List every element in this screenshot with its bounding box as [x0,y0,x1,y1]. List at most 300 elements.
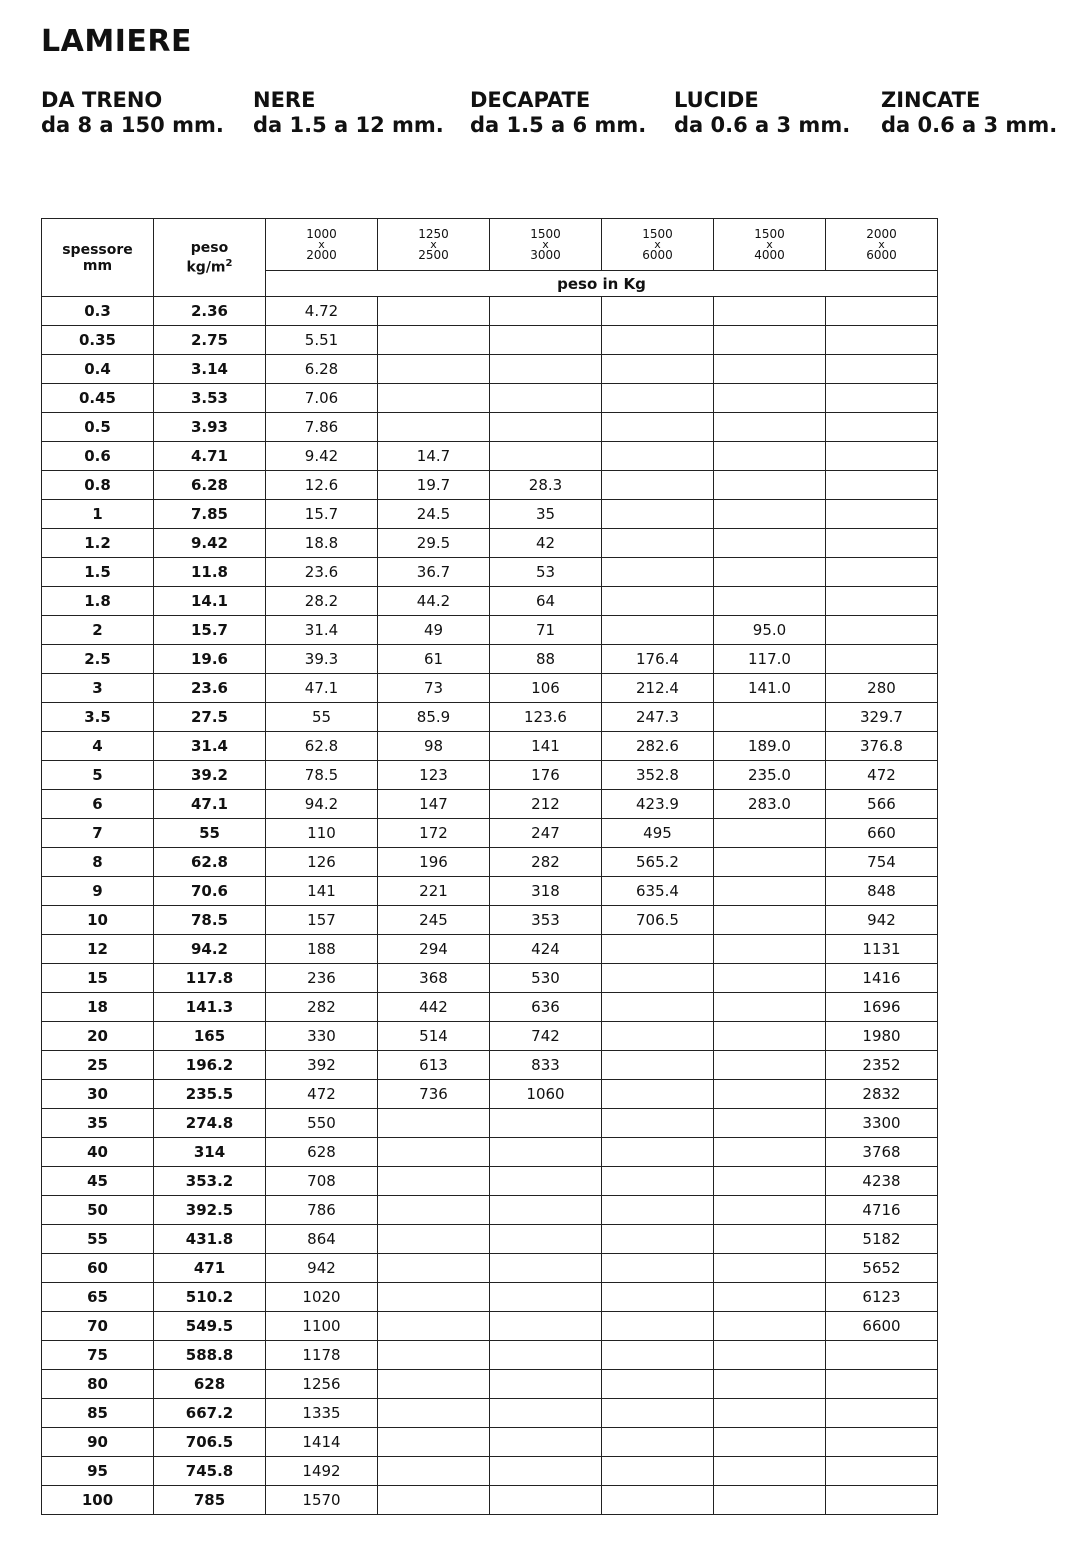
cell-weight-kg: 1178 [266,1341,378,1370]
cell-weight-kg: 660 [826,819,938,848]
category-da-treno [41,88,224,138]
table-row [42,703,938,732]
cell-weight-kg [714,1457,826,1486]
cell-peso-kgm2: 14.1 [154,587,266,616]
cell-weight-kg [714,1370,826,1399]
cell-weight-kg [602,326,714,355]
cell-weight-kg: 786 [266,1196,378,1225]
cell-spessore: 90 [42,1428,154,1457]
cell-weight-kg [490,326,602,355]
cell-weight-kg [378,413,490,442]
cell-spessore: 18 [42,993,154,1022]
cell-spessore: 7 [42,819,154,848]
cell-spessore: 75 [42,1341,154,1370]
cell-weight-kg: 36.7 [378,558,490,587]
cell-weight-kg [602,1457,714,1486]
cell-weight-kg: 14.7 [378,442,490,471]
cell-weight-kg [826,645,938,674]
cell-spessore: 30 [42,1080,154,1109]
cell-weight-kg: 329.7 [826,703,938,732]
cell-peso-kgm2: 19.6 [154,645,266,674]
cell-weight-kg [490,1254,602,1283]
cell-weight-kg: 88 [490,645,602,674]
table-row [42,529,938,558]
cell-weight-kg: 635.4 [602,877,714,906]
table-row [42,964,938,993]
cell-weight-kg: 942 [266,1254,378,1283]
cell-weight-kg: 1492 [266,1457,378,1486]
cell-weight-kg: 4238 [826,1167,938,1196]
cell-weight-kg: 352.8 [602,761,714,790]
cell-peso-kgm2: 9.42 [154,529,266,558]
cell-weight-kg: 442 [378,993,490,1022]
cell-weight-kg: 1570 [266,1486,378,1515]
cell-peso-kgm2: 706.5 [154,1428,266,1457]
cell-weight-kg: 754 [826,848,938,877]
cell-peso-kgm2: 94.2 [154,935,266,964]
cell-spessore: 3 [42,674,154,703]
cell-peso-kgm2: 235.5 [154,1080,266,1109]
cell-weight-kg [490,442,602,471]
table-row [42,906,938,935]
cell-weight-kg [826,1457,938,1486]
table-row [42,587,938,616]
cell-weight-kg [378,1225,490,1254]
category-range: da 1.5 a 12 mm. [253,113,444,137]
cell-spessore: 1 [42,500,154,529]
cell-peso-kgm2: 628 [154,1370,266,1399]
cell-weight-kg: 1414 [266,1428,378,1457]
cell-spessore: 3.5 [42,703,154,732]
cell-weight-kg [602,1225,714,1254]
cell-weight-kg: 330 [266,1022,378,1051]
cell-weight-kg: 188 [266,935,378,964]
cell-weight-kg [714,1138,826,1167]
table-row [42,1283,938,1312]
cell-spessore: 70 [42,1312,154,1341]
category-decapate [470,88,646,138]
cell-peso-kgm2: 27.5 [154,703,266,732]
table-row [42,384,938,413]
cell-weight-kg [378,1312,490,1341]
table-row [42,1457,938,1486]
cell-peso-kgm2: 667.2 [154,1399,266,1428]
cell-weight-kg [714,1051,826,1080]
cell-weight-kg: 53 [490,558,602,587]
cell-weight-kg: 495 [602,819,714,848]
cell-weight-kg: 5182 [826,1225,938,1254]
cell-weight-kg [490,1457,602,1486]
cell-peso-kgm2: 39.2 [154,761,266,790]
cell-weight-kg: 221 [378,877,490,906]
cell-weight-kg [378,1196,490,1225]
header-peso-label: peso [190,239,229,256]
cell-weight-kg [714,1399,826,1428]
cell-weight-kg: 47.1 [266,674,378,703]
cell-peso-kgm2: 7.85 [154,500,266,529]
table-row [42,935,938,964]
cell-weight-kg: 566 [826,790,938,819]
cell-weight-kg: 62.8 [266,732,378,761]
cell-weight-kg [714,993,826,1022]
cell-weight-kg [714,355,826,384]
header-size-2: 1250 x 2500 [378,219,490,271]
cell-weight-kg [378,326,490,355]
table-row [42,442,938,471]
cell-spessore: 4 [42,732,154,761]
cell-weight-kg: 39.3 [266,645,378,674]
cell-spessore: 0.6 [42,442,154,471]
cell-weight-kg: 4.72 [266,297,378,326]
cell-weight-kg [602,1486,714,1515]
cell-spessore: 2.5 [42,645,154,674]
cell-weight-kg [826,558,938,587]
cell-weight-kg: 212.4 [602,674,714,703]
cell-weight-kg [826,297,938,326]
table-row [42,848,938,877]
cell-weight-kg [714,1428,826,1457]
cell-weight-kg [602,1196,714,1225]
cell-weight-kg: 64 [490,587,602,616]
cell-spessore: 9 [42,877,154,906]
cell-weight-kg: 117.0 [714,645,826,674]
cell-peso-kgm2: 15.7 [154,616,266,645]
cell-weight-kg [602,1341,714,1370]
cell-weight-kg: 283.0 [714,790,826,819]
cell-weight-kg [602,558,714,587]
cell-peso-kgm2: 392.5 [154,1196,266,1225]
table-row [42,1225,938,1254]
cell-spessore: 85 [42,1399,154,1428]
cell-weight-kg: 1980 [826,1022,938,1051]
cell-weight-kg: 12.6 [266,471,378,500]
cell-peso-kgm2: 549.5 [154,1312,266,1341]
cell-weight-kg: 1131 [826,935,938,964]
cell-weight-kg: 23.6 [266,558,378,587]
cell-weight-kg: 628 [266,1138,378,1167]
cell-weight-kg [714,442,826,471]
cell-weight-kg [714,1080,826,1109]
cell-weight-kg: 123.6 [490,703,602,732]
cell-weight-kg [714,1022,826,1051]
cell-spessore: 60 [42,1254,154,1283]
cell-peso-kgm2: 3.53 [154,384,266,413]
cell-weight-kg: 6600 [826,1312,938,1341]
cell-weight-kg: 95.0 [714,616,826,645]
cell-weight-kg: 61 [378,645,490,674]
cell-weight-kg [490,1341,602,1370]
cell-weight-kg [602,442,714,471]
cell-weight-kg: 833 [490,1051,602,1080]
cell-weight-kg [826,413,938,442]
cell-weight-kg: 141 [490,732,602,761]
cell-weight-kg: 636 [490,993,602,1022]
cell-peso-kgm2: 588.8 [154,1341,266,1370]
cell-weight-kg: 78.5 [266,761,378,790]
cell-peso-kgm2: 785 [154,1486,266,1515]
table-row [42,1399,938,1428]
table-row [42,993,938,1022]
category-name: DECAPATE [470,88,591,112]
cell-weight-kg [714,558,826,587]
cell-weight-kg [490,1370,602,1399]
cell-weight-kg: 176.4 [602,645,714,674]
cell-weight-kg [714,935,826,964]
table-row [42,1486,938,1515]
cell-weight-kg: 35 [490,500,602,529]
cell-spessore: 35 [42,1109,154,1138]
cell-weight-kg: 514 [378,1022,490,1051]
cell-weight-kg [714,1225,826,1254]
cell-weight-kg [714,529,826,558]
cell-weight-kg [826,587,938,616]
cell-weight-kg [602,935,714,964]
cell-weight-kg: 424 [490,935,602,964]
cell-weight-kg: 368 [378,964,490,993]
cell-weight-kg [490,384,602,413]
cell-weight-kg [826,442,938,471]
cell-weight-kg: 85.9 [378,703,490,732]
table-row [42,732,938,761]
cell-spessore: 1.5 [42,558,154,587]
cell-weight-kg [714,703,826,732]
cell-weight-kg: 189.0 [714,732,826,761]
cell-weight-kg: 736 [378,1080,490,1109]
cell-weight-kg [602,500,714,529]
cell-weight-kg [714,413,826,442]
table-row [42,1196,938,1225]
cell-weight-kg [378,1370,490,1399]
cell-weight-kg [714,1486,826,1515]
cell-weight-kg: 15.7 [266,500,378,529]
cell-weight-kg: 24.5 [378,500,490,529]
cell-weight-kg [602,1399,714,1428]
cell-weight-kg [714,906,826,935]
cell-peso-kgm2: 165 [154,1022,266,1051]
category-zincate [881,88,1057,138]
cell-weight-kg: 1060 [490,1080,602,1109]
cell-weight-kg: 1100 [266,1312,378,1341]
cell-spessore: 20 [42,1022,154,1051]
table-row [42,471,938,500]
cell-spessore: 10 [42,906,154,935]
cell-weight-kg [602,1167,714,1196]
header-size-1: 1000 x 2000 [266,219,378,271]
table-row [42,761,938,790]
cell-weight-kg: 212 [490,790,602,819]
cell-peso-kgm2: 2.36 [154,297,266,326]
cell-peso-kgm2: 70.6 [154,877,266,906]
table-row [42,616,938,645]
cell-spessore: 0.3 [42,297,154,326]
cell-peso-kgm2: 3.14 [154,355,266,384]
category-nere [253,88,444,138]
cell-spessore: 0.8 [42,471,154,500]
cell-weight-kg [378,1486,490,1515]
header-spessore-label: spessore [62,241,133,258]
cell-weight-kg: 141 [266,877,378,906]
cell-weight-kg: 247.3 [602,703,714,732]
cell-weight-kg [602,1080,714,1109]
category-name: ZINCATE [881,88,981,112]
cell-weight-kg [378,1457,490,1486]
cell-weight-kg: 141.0 [714,674,826,703]
cell-weight-kg: 172 [378,819,490,848]
cell-weight-kg [602,616,714,645]
cell-peso-kgm2: 62.8 [154,848,266,877]
cell-weight-kg: 7.86 [266,413,378,442]
page-title: LAMIERE [41,24,192,59]
cell-spessore: 1.8 [42,587,154,616]
cell-weight-kg [602,1312,714,1341]
cell-weight-kg: 71 [490,616,602,645]
header-size-4: 1500 x 6000 [602,219,714,271]
cell-weight-kg [602,529,714,558]
cell-weight-kg [378,1138,490,1167]
cell-weight-kg: 706.5 [602,906,714,935]
cell-weight-kg: 282.6 [602,732,714,761]
cell-weight-kg: 73 [378,674,490,703]
cell-weight-kg [826,1399,938,1428]
category-name: LUCIDE [674,88,759,112]
cell-spessore: 50 [42,1196,154,1225]
cell-spessore: 12 [42,935,154,964]
cell-weight-kg: 6123 [826,1283,938,1312]
cell-spessore: 1.2 [42,529,154,558]
cell-weight-kg [826,384,938,413]
category-name: DA TRENO [41,88,163,112]
table-row [42,1138,938,1167]
cell-weight-kg: 1335 [266,1399,378,1428]
cell-peso-kgm2: 353.2 [154,1167,266,1196]
cell-weight-kg: 28.3 [490,471,602,500]
cell-weight-kg [714,964,826,993]
cell-weight-kg: 282 [490,848,602,877]
cell-weight-kg [602,384,714,413]
category-name: NERE [253,88,316,112]
cell-weight-kg: 472 [826,761,938,790]
cell-weight-kg [490,1196,602,1225]
cell-weight-kg: 530 [490,964,602,993]
table-row [42,326,938,355]
cell-weight-kg: 110 [266,819,378,848]
cell-peso-kgm2: 510.2 [154,1283,266,1312]
cell-weight-kg [714,297,826,326]
cell-weight-kg [378,1341,490,1370]
cell-spessore: 0.5 [42,413,154,442]
cell-weight-kg [378,1167,490,1196]
cell-weight-kg [490,1138,602,1167]
cell-peso-kgm2: 2.75 [154,326,266,355]
cell-spessore: 100 [42,1486,154,1515]
cell-peso-kgm2: 314 [154,1138,266,1167]
cell-weight-kg: 157 [266,906,378,935]
header-peso [154,219,266,297]
cell-spessore: 95 [42,1457,154,1486]
cell-weight-kg: 942 [826,906,938,935]
cell-peso-kgm2: 11.8 [154,558,266,587]
cell-weight-kg: 9.42 [266,442,378,471]
cell-weight-kg [490,1312,602,1341]
cell-weight-kg [490,1225,602,1254]
cell-weight-kg: 7.06 [266,384,378,413]
cell-spessore: 0.35 [42,326,154,355]
cell-weight-kg: 708 [266,1167,378,1196]
cell-weight-kg [714,1109,826,1138]
cell-weight-kg [714,384,826,413]
sheet-weight-table [41,218,938,1515]
cell-weight-kg: 353 [490,906,602,935]
category-lucide [674,88,850,138]
header-peso-sup: 2 [225,257,233,269]
cell-peso-kgm2: 6.28 [154,471,266,500]
cell-weight-kg: 423.9 [602,790,714,819]
cell-weight-kg [714,1254,826,1283]
cell-weight-kg: 29.5 [378,529,490,558]
cell-weight-kg [378,1399,490,1428]
header-peso-unit: kg/m [186,259,226,276]
cell-spessore: 5 [42,761,154,790]
table-row [42,500,938,529]
cell-spessore: 15 [42,964,154,993]
table-row [42,1051,938,1080]
cell-spessore: 65 [42,1283,154,1312]
category-range: da 0.6 a 3 mm. [881,113,1058,137]
cell-spessore: 0.45 [42,384,154,413]
table-row [42,1370,938,1399]
cell-weight-kg [826,1486,938,1515]
cell-weight-kg [490,1399,602,1428]
table-row [42,1080,938,1109]
cell-weight-kg [602,587,714,616]
cell-weight-kg: 742 [490,1022,602,1051]
cell-weight-kg: 94.2 [266,790,378,819]
cell-weight-kg [490,1283,602,1312]
cell-spessore: 8 [42,848,154,877]
cell-peso-kgm2: 78.5 [154,906,266,935]
cell-weight-kg [490,1167,602,1196]
cell-weight-kg: 1256 [266,1370,378,1399]
cell-weight-kg [826,500,938,529]
cell-weight-kg: 4716 [826,1196,938,1225]
cell-weight-kg: 126 [266,848,378,877]
cell-peso-kgm2: 274.8 [154,1109,266,1138]
header-spessore-unit: mm [82,257,113,274]
cell-peso-kgm2: 117.8 [154,964,266,993]
cell-spessore: 45 [42,1167,154,1196]
cell-weight-kg: 176 [490,761,602,790]
cell-spessore: 55 [42,1225,154,1254]
category-range: da 8 a 150 mm. [41,113,224,137]
cell-spessore: 80 [42,1370,154,1399]
table-row [42,1022,938,1051]
cell-weight-kg: 392 [266,1051,378,1080]
cell-weight-kg: 5.51 [266,326,378,355]
cell-weight-kg: 42 [490,529,602,558]
cell-weight-kg [602,1109,714,1138]
cell-weight-kg [714,500,826,529]
cell-weight-kg: 280 [826,674,938,703]
cell-peso-kgm2: 471 [154,1254,266,1283]
table-row [42,558,938,587]
cell-weight-kg [490,1486,602,1515]
table-row [42,297,938,326]
table-row [42,790,938,819]
cell-spessore: 2 [42,616,154,645]
table-row [42,645,938,674]
cell-weight-kg [714,1196,826,1225]
cell-weight-kg: 613 [378,1051,490,1080]
